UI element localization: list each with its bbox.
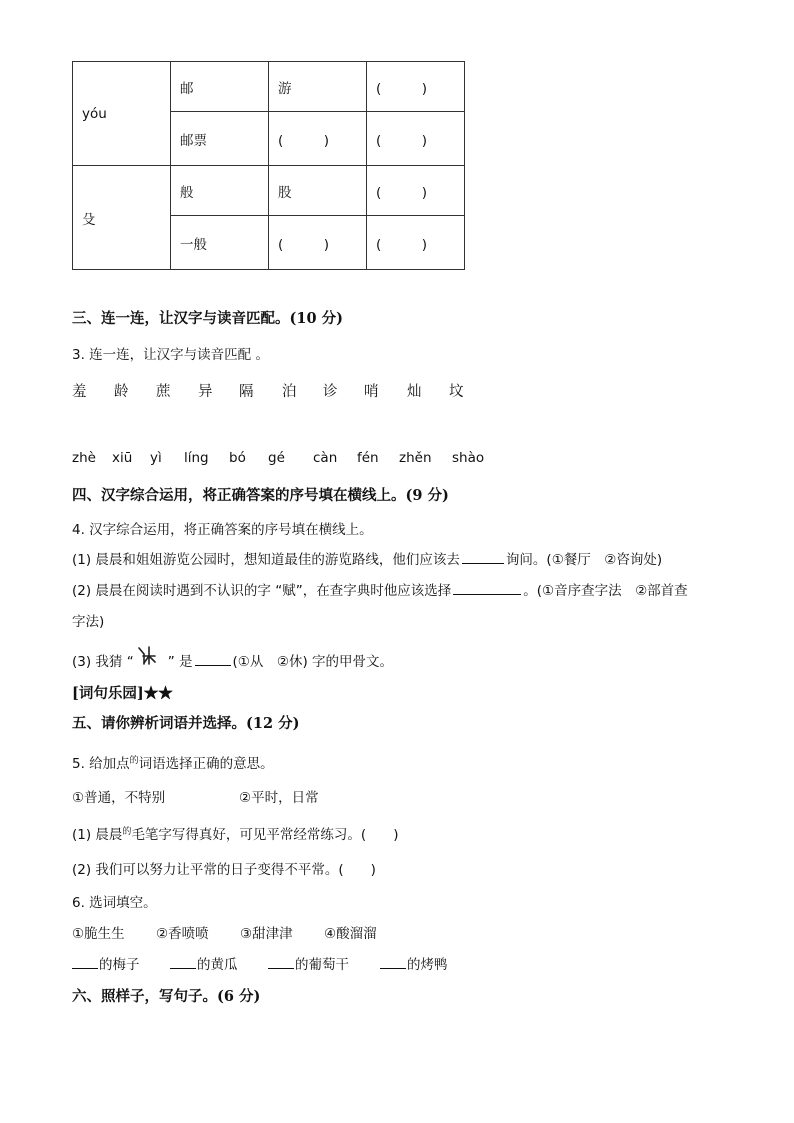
table-cell: ( ) — [367, 166, 465, 216]
pinyin-item[interactable]: zhěn — [399, 450, 432, 466]
word-option: ④酸溜溜 — [324, 926, 377, 942]
answer-blank[interactable] — [268, 956, 294, 969]
word-option: ②香喷喷 — [156, 926, 209, 942]
pinyin-item[interactable]: càn — [313, 450, 338, 466]
hanzi-char[interactable]: 泊 — [282, 384, 297, 400]
table-cell: 游 — [269, 62, 367, 112]
section-5-title: 五、请你辨析词语并选择。(12 分) — [72, 715, 300, 732]
item-text: (1) 晨晨和姐姐游览公园时，想知道最佳的游览路线，他们应该去 — [72, 552, 460, 568]
section-3-title: 三、连一连，让汉字与读音匹配。(10 分) — [72, 310, 343, 327]
fill-item — [380, 953, 448, 973]
question-5 — [72, 752, 274, 772]
hanzi-char[interactable]: 异 — [198, 384, 213, 400]
hanzi-char[interactable]: 羞 — [72, 384, 87, 400]
table-cell: ( ) — [269, 216, 367, 270]
item-text: 询问。(①餐厅 ②咨询处) — [505, 552, 663, 568]
answer-blank[interactable] — [380, 956, 406, 969]
fill-label: 的葡萄干 — [295, 957, 349, 973]
answer-blank[interactable] — [462, 551, 504, 564]
table-cell: ( ) — [367, 216, 465, 270]
dot-mark: 的 — [122, 827, 132, 837]
hanzi-char[interactable]: 诊 — [323, 384, 338, 400]
character-table — [72, 61, 465, 270]
fill-label: 的烤鸭 — [407, 957, 448, 973]
item-text: (3) 我猜 “ — [72, 654, 134, 670]
table-cell: 邮 — [171, 62, 269, 112]
item-text: 词语选择正确的意思。 — [138, 756, 274, 772]
dot-mark: 的 — [129, 756, 139, 766]
oracle-glyph-image — [134, 652, 168, 674]
fill-item — [268, 953, 349, 973]
question-5-item-1 — [72, 823, 398, 843]
section-6-title: 六、照样子，写句子。(6 分) — [72, 988, 261, 1005]
hanzi-char[interactable]: 隔 — [239, 384, 254, 400]
table-cell: 邮票 — [171, 112, 269, 166]
question-4-item-3 — [72, 650, 393, 674]
hanzi-char[interactable]: 坟 — [449, 384, 464, 400]
table-cell: ( ) — [367, 62, 465, 112]
item-text: ” 是 — [167, 654, 193, 670]
answer-blank[interactable] — [72, 956, 98, 969]
question-3: 3. 连一连，让汉字与读音匹配 。 — [72, 347, 269, 363]
fill-label: 的黄瓜 — [197, 957, 238, 973]
module-header: [词句乐园]★★ — [72, 685, 173, 702]
answer-blank[interactable] — [195, 653, 231, 666]
fill-item — [170, 953, 238, 973]
item-text: 毛笔字写得真好，可见平常经常练习。( ) — [131, 827, 399, 843]
pinyin-item[interactable]: fén — [357, 450, 379, 466]
question-4-item-2-cont: 字法) — [72, 614, 105, 630]
pinyin-item[interactable]: shào — [452, 450, 485, 466]
section-4-title: 四、汉字综合运用，将正确答案的序号填在横线上。(9 分) — [72, 487, 449, 504]
table-cell: ( ) — [269, 112, 367, 166]
hanzi-char[interactable]: 蔗 — [156, 384, 171, 400]
pinyin-item[interactable]: bó — [229, 450, 246, 466]
question-4-item-2 — [72, 579, 688, 599]
pinyin-item[interactable]: yì — [150, 450, 162, 466]
hanzi-char[interactable]: 灿 — [407, 384, 422, 400]
item-text: (1) 晨晨 — [72, 827, 123, 843]
pinyin-item[interactable]: líng — [184, 450, 209, 466]
pinyin-item[interactable]: gé — [268, 450, 285, 466]
table-cell: 一般 — [171, 216, 269, 270]
word-option: ③甜津津 — [240, 926, 293, 942]
item-text: (2) 晨晨在阅读时遇到不认识的字 “赋”，在查字典时他应该选择 — [72, 583, 452, 599]
table-cell: 般 — [171, 166, 269, 216]
hanzi-char[interactable]: 哨 — [364, 384, 379, 400]
answer-blank[interactable] — [170, 956, 196, 969]
hanzi-char[interactable]: 龄 — [114, 384, 129, 400]
item-text: (①从 ②休) 字的甲骨文。 — [232, 654, 394, 670]
option-2: ②平时，日常 — [239, 790, 319, 806]
table-cell: ( ) — [367, 112, 465, 166]
pinyin-item[interactable]: zhè — [72, 450, 96, 466]
item-text: 5. 给加点 — [72, 756, 130, 772]
table-group-cell: yóu — [73, 62, 171, 166]
question-4: 4. 汉字综合运用，将正确答案的序号填在横线上。 — [72, 522, 373, 538]
table-group-cell: 殳 — [73, 166, 171, 270]
question-6: 6. 选词填空。 — [72, 895, 157, 911]
answer-blank[interactable] — [453, 582, 521, 595]
question-4-item-1 — [72, 548, 662, 568]
pinyin-item[interactable]: xiū — [112, 450, 133, 466]
table-cell: 股 — [269, 166, 367, 216]
item-text: 。(①音序查字法 ②部首查 — [523, 583, 688, 599]
fill-label: 的梅子 — [99, 957, 140, 973]
question-5-item-2: (2) 我们可以努力让平常的日子变得不平常。( ) — [72, 862, 376, 878]
option-1: ①普通，不特别 — [72, 790, 166, 806]
fill-item — [72, 953, 140, 973]
word-option: ①脆生生 — [72, 926, 125, 942]
